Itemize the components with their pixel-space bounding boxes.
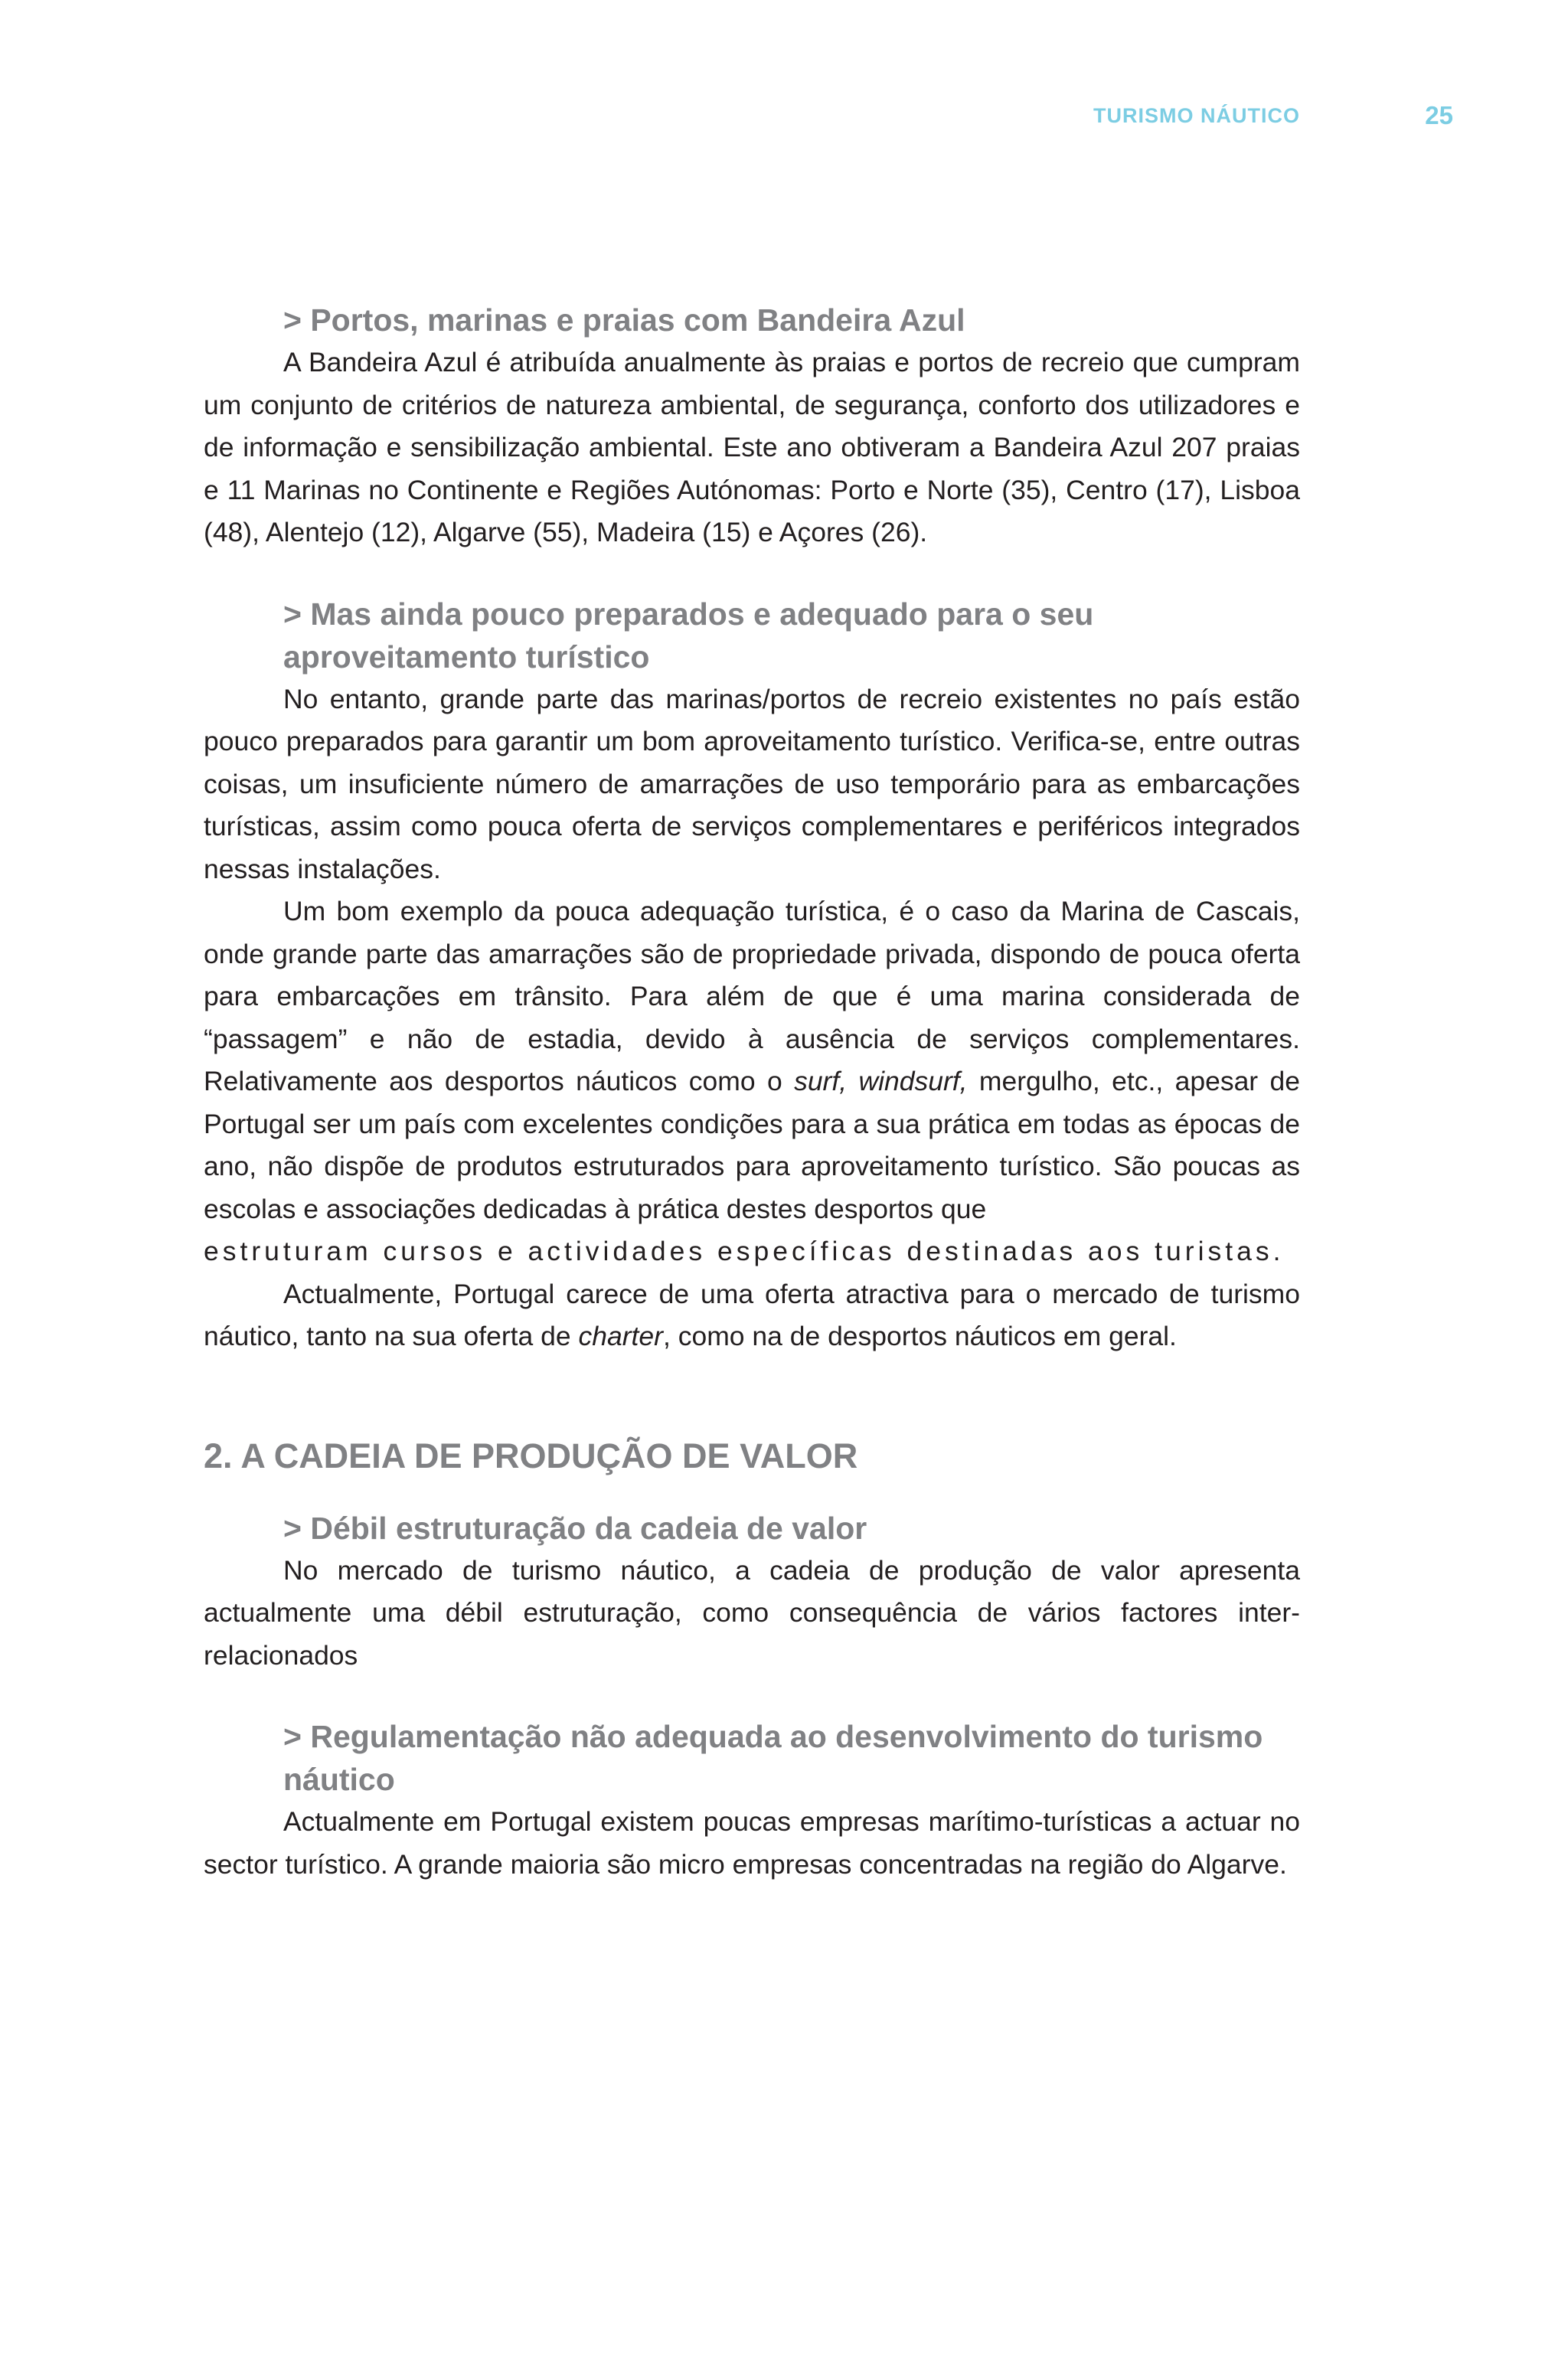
heading-regulamentacao: > Regulamentação não adequada ao desenvolvimento do turismo náutico — [283, 1719, 1263, 1797]
heading-debil-estruturacao: > Débil estruturação da cadeia de valor — [283, 1510, 867, 1546]
page-number: 25 — [1425, 101, 1453, 129]
heading-pouco-preparados: > Mas ainda pouco preparados e adequado para o seu aproveitamento turístico — [283, 596, 1094, 675]
spacer — [204, 1358, 1300, 1433]
spacer — [204, 1479, 1300, 1507]
text-run-italic: surf, windsurf, — [794, 1066, 968, 1096]
paragraph-line-spaced: estruturam cursos e actividades específicas destinadas aos turistas. — [204, 1236, 1285, 1266]
spacer — [204, 1677, 1300, 1715]
text-run: Um bom exemplo da pouca adequação turística, é o caso da Marina de Cascais, onde grande parte das amarrações são de propriedade privada, dispondo de pouca oferta para embarcações em trânsito. Para além de que é uma marina considerada de “passagem” e não de estadia, devido à ausência de serviços complementares. Relativamente aos desportos náuticos como o — [204, 896, 1300, 1096]
paragraph-bandeira-azul: A Bandeira Azul é atribuída anualmente às praias e portos de recreio que cumpram um conjunto de critérios de natureza ambiental, de segurança, conforto dos utilizadores e de informação e sensibilização ambiental. Este ano obtiveram a Bandeira Azul 207 praias e 11 Marinas no Continente e Regiões Autónomas: Porto e Norte (35), Centro (17), Lisboa (48), Alentejo (12), Algarve (55), Madeira (15) e Açores (26). — [204, 347, 1300, 547]
running-header — [0, 101, 1568, 135]
text-run: mergulho, etc., apesar de Portugal ser um país com excelentes condições para a sua prática em todas as épocas de ano, não dispõe de produtos estruturados para aproveitamento turístico. São poucas as escolas e associações dedicadas à prática destes desportos que — [204, 1066, 1300, 1224]
spacer — [204, 554, 1300, 593]
paragraph-marinas-preparacao: No entanto, grande parte das marinas/portos de recreio existentes no país estão pouco preparados para garantir um bom aproveitamento turístico. Verifica-se, entre outras coisas, um insuficiente número de amarrações de uso temporário para as embarcações turísticas, assim como pouca oferta de serviços complementares e periféricos integrados nessas instalações. — [204, 683, 1300, 884]
text-run: Actualmente, Portugal carece de uma oferta atractiva para o mercado de turismo náutico, tanto na sua oferta de — [204, 1278, 1300, 1351]
paragraph-empresas-maritimo-turisticas: Actualmente em Portugal existem poucas empresas marítimo-turísticas a actuar no sector turístico. A grande maioria são micro empresas concentradas na região do Algarve. — [204, 1806, 1300, 1880]
heading-bandeira-azul: > Portos, marinas e praias com Bandeira Azul — [283, 302, 965, 338]
section-title-cadeia-valor: 2. A CADEIA DE PRODUÇÃO DE VALOR — [204, 1436, 858, 1475]
paragraph-oferta-atractiva — [204, 1273, 1300, 1358]
paragraph-marina-cascais — [204, 890, 1300, 1230]
running-title: TURISMO NÁUTICO — [1093, 104, 1300, 127]
text-run: , como na de desportos náuticos em geral. — [662, 1321, 1177, 1351]
page-body — [204, 299, 1300, 1886]
paragraph-cadeia-producao: No mercado de turismo náutico, a cadeia de produção de valor apresenta actualmente uma débil estruturação, como consequência de vários factores inter-relacionados — [204, 1554, 1300, 1671]
text-run-italic: charter — [578, 1321, 663, 1351]
